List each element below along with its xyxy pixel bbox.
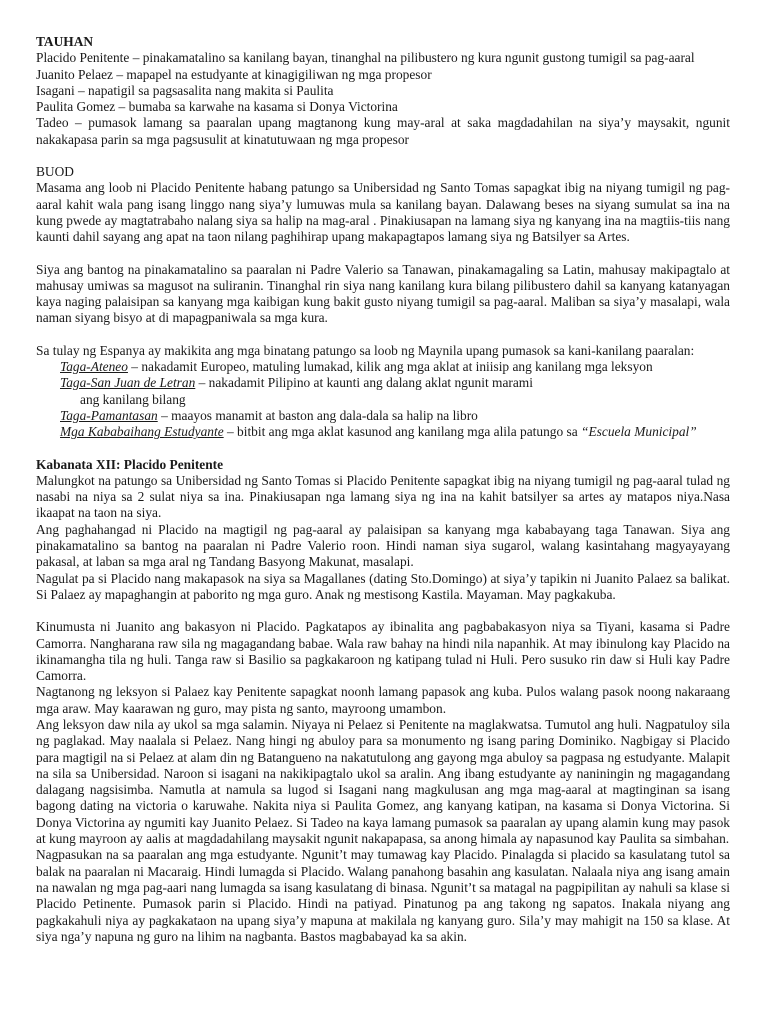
tauhan-line-juanito: Juanito Pelaez – mapapel na estudyante at kinagigiliwan ng mga propesor (36, 66, 432, 82)
kabanata-heading: Kabanata XII: Placido Penitente (36, 456, 224, 472)
group-term: Taga-Pamantasan (60, 407, 158, 423)
kabanata-paragraph-2: Ang paghahangad ni Placido na magtigil ng pag-aaral ay palaisipan sa kanyang mga kababayang taga Tanawan. Siya ang pinakamatalino sa bantog na paaralan ni Padre Valerio roon. Hindi naman siya sugarol, walang kasintahang magyayayang pakasal, at laban sa mga aral ng Tandang Basyong Makunat, masalapi. (36, 521, 730, 570)
group-term: Taga-Ateneo (60, 359, 128, 375)
group-desc: – bitbit ang mga aklat kasunod ang kanilang mga alila patungo sa (223, 424, 582, 440)
group-term: Taga-San Juan de Letran (60, 375, 196, 391)
tauhan-line-paulita: Paulita Gomez – bumaba sa karwahe na kasama si Donya Victorina (36, 99, 398, 115)
kabanata-paragraph-1: Malungkot na patungo sa Unibersidad ng Santo Tomas si Placido Penitente sapagkat ibig na niyang tumigil ng pag-aaral tulad ng nasabi na niya sa 2 sulat niya sa ina. Pinakiusapan nga lamang siya ng ina na kahit batsilyer sa artes ay matapos niya.Nasa ikaapat na taon na siya. (36, 472, 730, 521)
group-item-ateneo (36, 359, 730, 375)
tauhan-line-tadeo: Tadeo – pumasok lamang sa paaralan upang magtanong kung may-aral at saka magdadahilan na siya’y maysakit, ngunit nakakapasa parin sa mga pagsusulit at kinatutuwaan ng mga propesor (36, 115, 730, 147)
buod-paragraph-1: Masama ang loob ni Placido Penitente habang patungo sa Unibersidad ng Santo Tomas sapagkat ibig na niyang tumigil ng pag-aaral kahit wala pang isang linggo nang siya’y lumuwas mula sa kanilang bayan. Dalawang beses na siyang sumulat sa ina na kung pwede ay magtatrabaho nalang siya sa halip na mag-aral . Pinakiusapan na lamang siya ng kanyang ina na magtiis-tiis nang kaunti dahil sayang ang apat na taon nilang paghihirap upang makapagtapos lamang siya ng Batsilyer sa Artes. (36, 180, 730, 245)
kabanata-paragraph-6: Ang leksyon daw nila ay ukol sa mga salamin. Niyaya ni Pelaez si Penitente na maglakwatsa. Tumutol ang huli. Nagpatuloy sila ng paglakad. May naalala si Pelaez. Nang hingi ng abuloy para sa monumento ng isang paring Dominiko. Nagbigay si Placido para magtigil na si Pelaez at alam din ng Batangueno na nakatutulong ang gayong mga abuloy sa pagpasa ng estudyante. Malapit na sila sa Unibersidad. Naroon si isagani na nakikipagtalo ukol sa aralin. Ang ibang estudyante ay naniningin ng magagandang dalagang nagsisimba. Namutla at namula sa lugod si Isagani nang magkulusan ang mga mag-aaral at magtinginan sa isang bagong dating na victoria o karuwahe. Nakita niya si Paulita Gomez, ang kanyang katipan, na kasama si Donya Victorina. Si Donya Victorina ay ngumiti kay Juanito Pelaez. Si Tadeo na kaya lamang pumasok sa paaralan ay upang alamin kung may pasok at kung mayroon ay aalis at magdadahilang maysakit ngunit nakapapasa, sa anong himala ay napasunod kay Paulita sa simbahan. (36, 716, 730, 847)
tauhan-line-isagani: Isagani – napatigil sa pagsasalita nang makita si Paulita (36, 82, 334, 98)
tauhan-heading: TAUHAN (36, 34, 94, 49)
kabanata-paragraph-4: Kinumusta ni Juanito ang bakasyon ni Placido. Pagkatapos ay ibinalita ang pagbabakasyon niya sa Tiyani, kasama si Padre Camorra. Nangharana raw sila ng magagandang babae. Wala raw bahay na hindi nila napanhik. At may ibinulong kay Placido na ikinamangha tila ng huli. Tanga raw si Basilio sa pagkakaroon ng katipang tulad ni Huli. Pero susuko rin daw si Huli kay Padre Camorra. (36, 619, 730, 684)
group-item-pamantasan (36, 408, 730, 424)
group-item-letran-cont: ang kanilang bilang (80, 391, 186, 407)
kabanata-paragraph-5: Nagtanong ng leksyon si Palaez kay Penitente sapagkat noonh lamang papasok ang kuba. Pulos walang pasok noong nakaraang mga araw. May kaarawan ng guro, may pista ng santo, mayroong umambon. (36, 684, 730, 716)
group-desc: – maayos manamit at baston ang dala-dala sa halip na libro (157, 407, 478, 423)
kabanata-paragraph-7: Nagpasukan na sa paaralan ang mga estudyante. Ngunit’t may tumawag kay Placido. Pinalagda si placido sa kasulatang tutol sa balak na paaralan ni Macaraig. Hindi lumagda si Placido. Walang panahong basahin ang kasulatan. Nalaala niya ang isang amain na nawalan ng mga pag-aari nang lumagda sa isang kasulatang di binasa. Ngunit’t sa matagal na pagpipilitan ay nahuli sa klase si Placido Petinente. Pumasok parin si Placido. Hindi na patiyad. Pinatunog pa ang takong ng sapatos. Inakala niyang ang pagkakahuli niya ay pagkakataon na upang siya’y mapuna at makilala ng kanyang guro. Sila’y may mahigit na 150 sa klase. At siya nga’y napuna ng guro na lihim na nagbanta. Bastos magbabayad ka sa akin. (36, 847, 730, 944)
group-desc: – nakadamit Europeo, matuling lumakad, kilik ang mga aklat at iniisip ang kanilang mga leksyon (127, 359, 653, 375)
buod-paragraph-3-intro: Sa tulay ng Espanya ay makikita ang mga binatang patungo sa loob ng Maynila upang pumasok sa kani-kanilang paaralan: (36, 342, 695, 358)
group-term: Mga Kababaihang Estudyante (60, 424, 224, 440)
kabanata-paragraph-3: Nagulat pa si Placido nang makapasok na siya sa Magallanes (dating Sto.Domingo) at siya’y tapikin ni Juanito Palaez sa balikat. Si Palaez ay mapaghangin at paborito ng mga guro. Anak ng mestisong Kastila. Mayaman. May pagkakuba. (36, 570, 730, 602)
tauhan-line-placido: Placido Penitente – pinakamatalino sa kanilang bayan, tinanghal na pilibustero ng kura ngunit gustong tumigil sa pag-aaral (36, 50, 695, 66)
group-quote: “Escuela Municipal” (581, 424, 697, 440)
buod-paragraph-2: Siya ang bantog na pinakamatalino sa paaralan ni Padre Valerio sa Tanawan, pinakamagaling sa Latin, mahusay makipagtalo at mahusay umiwas sa magusot na suliranin. Tinanghal rin siya nang kanilang kura bilang pilibustero dahil sa kanyang katanyagan kaya naging palaisipan sa kanyang mga kaibigan kung bakit gusto niyang tumigil sa pag-aaral. Maliban sa siya’y masalapi, wala naman siyang bisyo at di mapagpaniwala sa mga kura. (36, 261, 730, 326)
group-item-kababaihan (36, 424, 730, 440)
group-desc: – nakadamit Pilipino at kaunti ang dalang aklat ngunit marami (195, 375, 533, 391)
group-item-letran (36, 375, 730, 391)
buod-heading: BUOD (36, 164, 74, 180)
